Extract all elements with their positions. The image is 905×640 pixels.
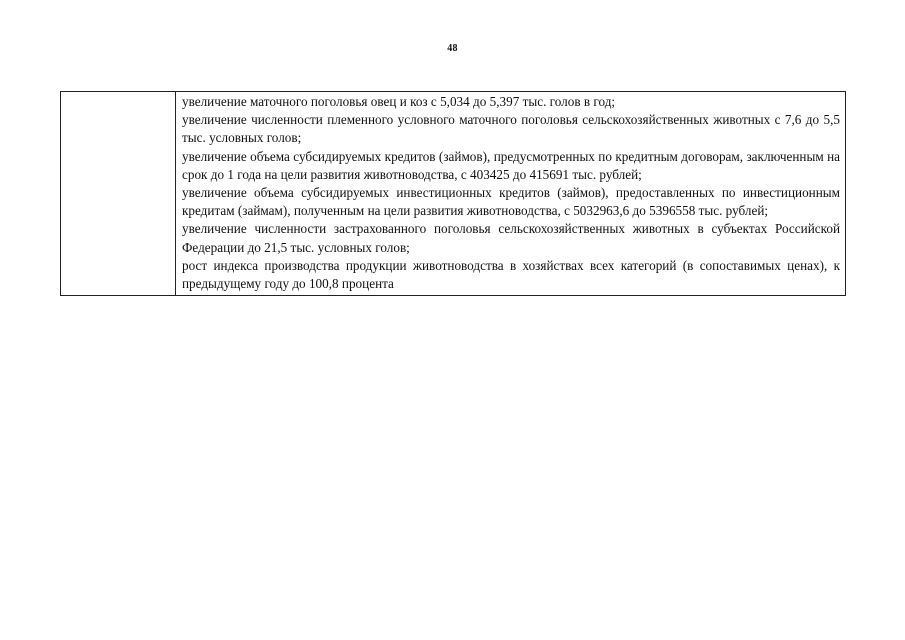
table-row [61, 92, 846, 296]
content-table [60, 91, 846, 296]
right-cell [176, 92, 846, 296]
list-item: увеличение численности племенного условного маточного поголовья сельскохозяйственных животных с 7,6 до 5,5 тыс. условных голов; [182, 112, 840, 146]
left-cell [61, 92, 176, 296]
list-item: увеличение маточного поголовья овец и коз с 5,034 до 5,397 тыс. голов в год; [182, 94, 616, 109]
list-item: увеличение численности застрахованного поголовья сельскохозяйственных животных в субъектах Российской Федерации до 21,5 тыс. условных голов; [182, 221, 840, 255]
list-item: увеличение объема субсидируемых инвестиционных кредитов (займов), предоставленных по инвестиционным кредитам (займам), полученным на цели развития животноводства, с 5032963,6 до 5396558 тыс. рублей; [182, 185, 840, 219]
list-item: увеличение объема субсидируемых кредитов (займов), предусмотренных по кредитным договорам, заключенным на срок до 1 года на цели развития животноводства, с 403425 до 415691 тыс. рублей; [182, 148, 840, 182]
list-item: рост индекса производства продукции животноводства в хозяйствах всех категорий (в сопоставимых ценах), к предыдущему году до 100,8 процента [182, 257, 840, 292]
page-number: 48 [447, 43, 458, 54]
